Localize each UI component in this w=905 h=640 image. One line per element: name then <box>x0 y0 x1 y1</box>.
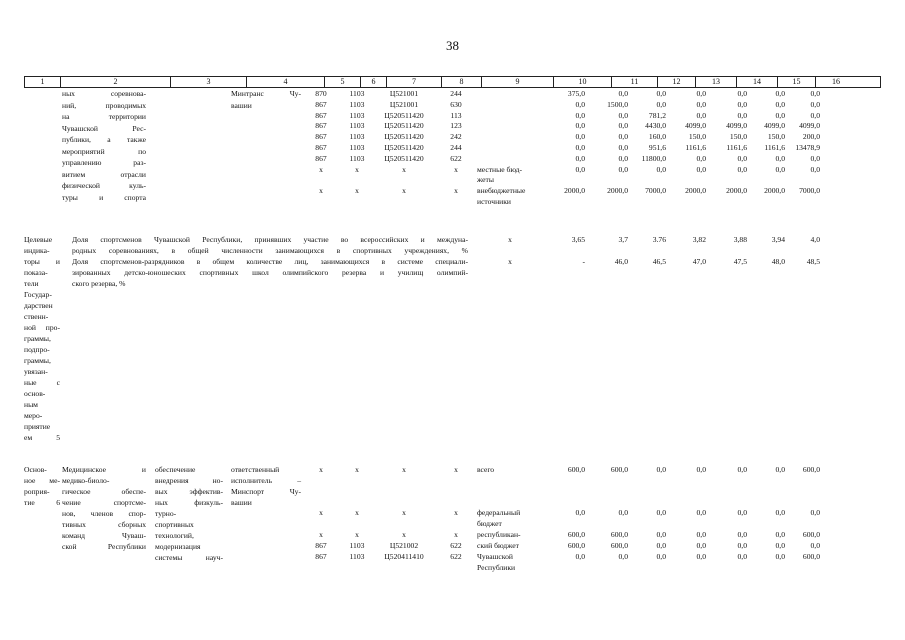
indicator-label: ные с <box>24 378 60 387</box>
event-description: команд Чуваш- <box>62 531 146 540</box>
table-cell: 375,0 <box>567 89 585 98</box>
table-cell: 123 <box>450 121 462 131</box>
table-cell: Ц521001 <box>389 99 419 109</box>
table-cell: 1103 <box>349 541 365 550</box>
table-cell: 0,0 <box>775 465 785 474</box>
description-line: ний, проводимых <box>62 100 146 110</box>
table-cell: 2000,0 <box>764 186 785 196</box>
executor-line: Минтранс Чу- <box>231 89 301 98</box>
indicator-value: х <box>508 235 512 244</box>
indicator-value: 3,65 <box>571 235 585 244</box>
table-cell: 0,0 <box>618 164 628 174</box>
header-cell: 6 <box>361 77 387 87</box>
table-cell: х <box>402 164 406 174</box>
table-cell: 0,0 <box>775 110 785 120</box>
indicator-label: ем 5 <box>24 433 60 442</box>
description-line: управлению раз- <box>62 158 146 167</box>
description-line: ных соревнова- <box>62 89 146 98</box>
table-cell: 622 <box>450 153 462 163</box>
table-cell: 0,0 <box>575 164 585 174</box>
event-description: медико-биоло- <box>62 476 110 485</box>
table-cell: 600,0 <box>610 465 628 474</box>
table-cell: 1103 <box>349 132 365 142</box>
table-cell: бюджет <box>477 519 502 528</box>
table-cell: х <box>454 186 458 196</box>
table-cell: 0,0 <box>575 143 585 152</box>
table-cell: 0,0 <box>737 508 747 517</box>
table-cell: 1161,6 <box>685 143 706 152</box>
indicator-label: тели <box>24 279 39 288</box>
table-cell: 600,0 <box>567 541 585 550</box>
indicator-value: 48,0 <box>771 257 785 266</box>
indicator-label: показа- <box>24 268 48 277</box>
table-cell: 7000,0 <box>645 186 666 196</box>
indicator-label: граммы, <box>24 334 51 343</box>
table-cell: 113 <box>450 110 462 120</box>
table-cell: Ц520511420 <box>384 143 424 152</box>
table-cell: 2000,0 <box>607 186 628 196</box>
table-cell: 1161,6 <box>764 143 785 152</box>
table-cell: 0,0 <box>656 508 666 517</box>
event-purpose: обеспечение <box>155 465 196 474</box>
table-cell: 867 <box>315 541 327 550</box>
table-cell: 600,0 <box>610 541 628 550</box>
indicator-value: 3,88 <box>733 235 747 244</box>
header-cell: 13 <box>696 77 737 87</box>
table-cell: х <box>402 186 406 196</box>
table-cell: х <box>355 508 359 517</box>
table-cell: Ц520511420 <box>384 121 424 131</box>
table-cell: 1161,6 <box>726 143 747 152</box>
header-cell: 14 <box>737 77 778 87</box>
indicator-value: 47,0 <box>692 257 706 266</box>
table-cell: 0,0 <box>737 164 747 174</box>
table-cell: 0,0 <box>737 110 747 120</box>
table-cell: 0,0 <box>575 132 585 142</box>
description-line: публики, а также <box>62 135 146 144</box>
indicator-value: 47,5 <box>733 257 747 266</box>
indicator-value: - <box>582 257 585 266</box>
table-cell: 1103 <box>349 153 365 163</box>
table-cell: 1103 <box>349 552 365 561</box>
indicator-label: ной про- <box>24 323 60 332</box>
table-cell: 0,0 <box>618 552 628 561</box>
table-cell: местные бюд- <box>477 164 523 174</box>
table-cell: 2000,0 <box>564 186 585 196</box>
indicator-label: дарствен <box>24 301 53 310</box>
description-line: на территории <box>62 112 146 121</box>
event-description: гическое обеспе- <box>62 487 146 496</box>
table-cell: 0,0 <box>775 552 785 561</box>
table-cell: всего <box>477 465 495 474</box>
table-cell: 150,0 <box>688 132 706 142</box>
table-cell: 0,0 <box>575 552 585 561</box>
table-cell: 0,0 <box>810 89 820 98</box>
table-cell: 0,0 <box>618 110 628 120</box>
table-cell: 0,0 <box>575 153 585 163</box>
table-cell: х <box>402 508 406 517</box>
event-description: Медицинское и <box>62 465 146 474</box>
table-cell: 11800,0 <box>641 153 666 163</box>
executor-line: исполнитель – <box>231 476 301 485</box>
table-cell: 1103 <box>349 99 365 109</box>
table-cell: 0,0 <box>696 465 706 474</box>
table-cell: 0,0 <box>656 89 666 98</box>
table-cell: 622 <box>450 541 462 550</box>
table-cell: 1500,0 <box>607 99 628 109</box>
table-cell: 0,0 <box>775 153 785 163</box>
table-cell: 867 <box>315 110 327 120</box>
table-cell: 0,0 <box>810 508 820 517</box>
indicator-text: ского резерва, % <box>72 279 126 288</box>
indicator-label: увязан- <box>24 367 48 376</box>
table-cell: 0,0 <box>575 121 585 131</box>
table-cell: федеральный <box>477 508 521 517</box>
table-cell: 0,0 <box>775 164 785 174</box>
table-cell: 160,0 <box>648 132 666 142</box>
table-cell: 0,0 <box>775 99 785 109</box>
table-cell: х <box>355 164 359 174</box>
table-cell: Ц520411410 <box>384 552 424 561</box>
indicator-value: 46,0 <box>614 257 628 266</box>
indicator-label: ственн- <box>24 312 49 321</box>
table-cell: 0,0 <box>656 164 666 174</box>
table-cell: 13478,9 <box>795 143 820 152</box>
indicator-label: основ- <box>24 389 46 398</box>
event-label: Основ- <box>24 465 47 474</box>
table-cell: х <box>355 186 359 196</box>
table-cell: 0,0 <box>618 508 628 517</box>
table-cell: Ц521001 <box>389 89 419 98</box>
executor-line: ответственный <box>231 465 280 474</box>
table-cell: 2000,0 <box>685 186 706 196</box>
indicator-value: 48,5 <box>806 257 820 266</box>
table-cell: 600,0 <box>802 552 820 561</box>
table-cell: 0,0 <box>575 99 585 109</box>
table-cell: источники <box>477 197 511 206</box>
table-cell: 7000,0 <box>799 186 820 196</box>
event-purpose: ных физкуль- <box>155 498 223 507</box>
header-cell: 12 <box>658 77 696 87</box>
header-cell: 15 <box>778 77 816 87</box>
indicator-label: Государ- <box>24 290 52 299</box>
event-purpose: системы науч- <box>155 553 223 562</box>
table-cell: 600,0 <box>802 465 820 474</box>
event-purpose: внедрения но- <box>155 476 223 485</box>
table-cell: 867 <box>315 121 327 131</box>
table-cell: 870 <box>315 89 327 98</box>
table-cell: 867 <box>315 132 327 142</box>
event-description: тивных сборных <box>62 520 146 529</box>
table-cell: Ц521002 <box>389 541 419 550</box>
indicator-label: приятие <box>24 422 51 431</box>
header-cell: 7 <box>387 77 442 87</box>
table-cell: 0,0 <box>618 121 628 131</box>
indicator-label: индика- <box>24 246 50 255</box>
table-cell: 0,0 <box>737 541 747 550</box>
table-cell: 150,0 <box>767 132 785 142</box>
table-cell: х <box>319 508 323 517</box>
table-cell: ский бюджет <box>477 541 519 550</box>
table-cell: 630 <box>450 99 462 109</box>
table-cell: Республики <box>477 563 516 572</box>
indicator-value: 46,5 <box>652 257 666 266</box>
description-line: мероприятий по <box>62 146 146 156</box>
indicator-label: ным <box>24 400 38 409</box>
event-label: тие 6 <box>24 498 60 507</box>
indicator-value: 3.76 <box>652 235 666 244</box>
table-cell: Ц520511420 <box>384 132 424 142</box>
table-cell: 0,0 <box>618 143 628 152</box>
table-cell: 0,0 <box>737 530 747 539</box>
table-cell: 200,0 <box>802 132 820 142</box>
table-cell: 0,0 <box>618 132 628 142</box>
executor-line: вашии <box>231 100 252 110</box>
table-cell: 0,0 <box>775 89 785 98</box>
description-line: витием отрасли <box>62 169 146 179</box>
indicator-label: Целевые <box>24 235 53 244</box>
table-cell: 0,0 <box>696 541 706 550</box>
table-cell: внебюджетные <box>477 186 526 196</box>
table-cell: х <box>454 530 458 539</box>
table-cell: 2000,0 <box>726 186 747 196</box>
table-cell: 0,0 <box>737 153 747 163</box>
table-cell: 0,0 <box>696 99 706 109</box>
table-cell: 0,0 <box>656 552 666 561</box>
table-header <box>24 76 881 88</box>
event-purpose: технологий, <box>155 531 194 540</box>
table-cell: х <box>454 465 458 474</box>
table-cell: 781,2 <box>648 110 666 120</box>
executor-line: Минспорт Чу- <box>231 487 301 496</box>
table-cell: 867 <box>315 552 327 561</box>
table-cell: 867 <box>315 153 327 163</box>
table-cell: 1103 <box>349 110 365 120</box>
header-cell: 9 <box>482 77 554 87</box>
table-cell: 0,0 <box>696 110 706 120</box>
indicator-text: родных соревнованиях, в общей численности занимающихся в спортивных учреждениях, % <box>72 246 468 255</box>
table-cell: 4099,0 <box>726 121 747 131</box>
table-cell: 4099,0 <box>799 121 820 131</box>
header-cell: 1 <box>25 77 61 87</box>
event-description: нов, членов спор- <box>62 509 146 518</box>
indicator-value: х <box>508 257 512 266</box>
table-cell: 1103 <box>349 121 365 131</box>
table-cell: х <box>319 186 323 196</box>
indicator-label: подпро- <box>24 345 50 354</box>
description-line: Чувашской Рес- <box>62 123 146 133</box>
table-cell: 4430,0 <box>645 121 666 131</box>
indicator-value: 3,82 <box>692 235 706 244</box>
table-cell: х <box>319 530 323 539</box>
table-cell: 242 <box>450 132 462 142</box>
table-cell: 4099,0 <box>764 121 785 131</box>
indicator-value: 4,0 <box>810 235 820 244</box>
table-cell: 1103 <box>349 143 365 152</box>
indicator-label: меро- <box>24 411 43 420</box>
indicator-text: Доля спортсменов Чувашской Республики, принявших участие во всероссийских и междуна- <box>72 235 468 244</box>
table-cell: 867 <box>315 99 327 109</box>
indicator-label: граммы, <box>24 356 51 365</box>
indicator-value: 3,94 <box>771 235 785 244</box>
table-cell: 0,0 <box>696 508 706 517</box>
table-cell: 0,0 <box>618 153 628 163</box>
table-cell: 0,0 <box>775 508 785 517</box>
table-cell: 600,0 <box>802 530 820 539</box>
event-description: чение спортсме- <box>62 498 146 507</box>
table-cell: 600,0 <box>610 530 628 539</box>
table-cell: 0,0 <box>618 89 628 98</box>
table-cell: республикан- <box>477 530 521 539</box>
table-cell: 0,0 <box>696 153 706 163</box>
executor-line: вашии <box>231 498 252 507</box>
indicator-text: зированных детско-юношеских спортивных школ олимпийского резерва и училищ олимпий- <box>72 268 468 277</box>
description-line: туры и спорта <box>62 192 146 202</box>
table-cell: 0,0 <box>656 541 666 550</box>
table-cell: 0,0 <box>656 530 666 539</box>
table-cell: 0,0 <box>737 89 747 98</box>
event-purpose: турно- <box>155 509 177 518</box>
header-cell: 16 <box>832 77 840 86</box>
table-cell: 0,0 <box>696 552 706 561</box>
header-cell: 3 <box>171 77 247 87</box>
table-cell: 0,0 <box>575 508 585 517</box>
event-label: ное ме- <box>24 476 60 485</box>
table-cell: 0,0 <box>810 110 820 120</box>
table-cell: х <box>355 530 359 539</box>
page-number: 38 <box>446 38 459 53</box>
table-cell: 1103 <box>349 89 365 98</box>
indicator-text: Доля спортсменов-разрядников в общем количестве лиц, занимающихся в системе специали- <box>72 257 468 266</box>
header-cell: 10 <box>554 77 612 87</box>
table-cell: 0,0 <box>696 530 706 539</box>
header-cell: 5 <box>325 77 361 87</box>
table-cell: 0,0 <box>810 153 820 163</box>
header-cell: 11 <box>612 77 658 87</box>
table-cell: Ц520511420 <box>384 110 424 120</box>
table-cell: 867 <box>315 143 327 152</box>
table-cell: х <box>402 465 406 474</box>
table-cell: 244 <box>450 143 462 152</box>
table-cell: Чувашской <box>477 552 513 561</box>
table-cell: х <box>402 530 406 539</box>
table-cell: 0,0 <box>775 530 785 539</box>
table-cell: 0,0 <box>575 110 585 120</box>
table-cell: 0,0 <box>810 541 820 550</box>
event-purpose: вых эффектив- <box>155 487 223 496</box>
table-cell: 0,0 <box>656 465 666 474</box>
table-cell: х <box>319 465 323 474</box>
indicator-value: 3,7 <box>618 235 628 244</box>
header-cell: 8 <box>442 77 482 87</box>
event-purpose: спортивных <box>155 520 194 529</box>
indicator-label: торы и <box>24 257 60 266</box>
table-cell: х <box>454 508 458 517</box>
table-cell: 0,0 <box>737 465 747 474</box>
table-cell: 951,6 <box>648 143 666 152</box>
table-cell: 0,0 <box>696 89 706 98</box>
table-cell: 0,0 <box>737 552 747 561</box>
table-cell: 0,0 <box>656 99 666 109</box>
event-purpose: модернизация <box>155 542 201 551</box>
description-line: физической куль- <box>62 181 146 190</box>
table-cell: 4099,0 <box>685 121 706 131</box>
table-cell: 0,0 <box>737 99 747 109</box>
table-cell: 0,0 <box>696 164 706 174</box>
header-cell: 4 <box>247 77 325 87</box>
table-cell: жеты <box>477 175 494 185</box>
table-cell: 150,0 <box>729 132 747 142</box>
table-cell: 0,0 <box>810 164 820 174</box>
table-cell: 622 <box>450 552 462 561</box>
table-cell: 0,0 <box>775 541 785 550</box>
event-label: роприя- <box>24 487 50 496</box>
table-cell: 244 <box>450 89 462 98</box>
table-cell: х <box>355 465 359 474</box>
table-cell: 0,0 <box>810 99 820 109</box>
event-description: ской Республики <box>62 542 146 551</box>
table-cell: х <box>454 164 458 174</box>
table-cell: х <box>319 164 323 174</box>
header-cell: 2 <box>61 77 171 87</box>
table-cell: 600,0 <box>567 530 585 539</box>
table-cell: 600,0 <box>567 465 585 474</box>
table-cell: Ц520511420 <box>384 153 424 163</box>
